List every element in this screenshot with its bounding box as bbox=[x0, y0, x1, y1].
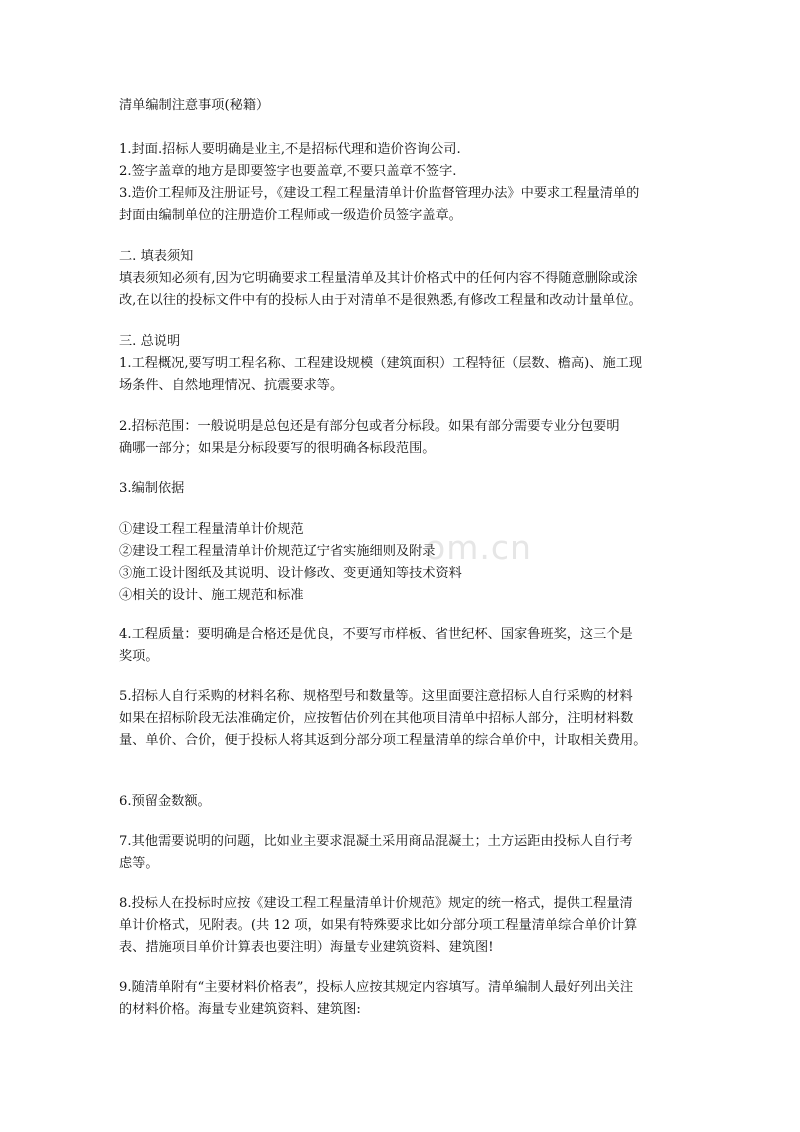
section-heading-fill-notes: 二. 填表须知 bbox=[119, 249, 194, 264]
item-4-quality bbox=[119, 624, 684, 668]
text-line: 虑等。 bbox=[119, 856, 159, 871]
item-8-format bbox=[119, 893, 684, 959]
text-line: 8.投标人在投标时应按《建设工程工程量清单计价规范》规定的统一格式，提供工程量清 bbox=[119, 896, 633, 911]
text-line: 单计价格式，见附表。(共 12 项，如果有特殊要求比如分部分项工程量清单综合单价计算 bbox=[119, 918, 638, 933]
document-title: 清单编制注意事项(秘籍） bbox=[119, 98, 270, 113]
section-cover-notes bbox=[119, 139, 684, 227]
list-item: ③施工设计图纸及其说明、设计修改、变更通知等技术资料 bbox=[119, 566, 462, 581]
text-line: 如果在招标阶段无法准确定价，应按暂估价列在其他项目清单中招标人部分，注明材料数 bbox=[119, 711, 634, 726]
item-1-project-overview bbox=[119, 353, 684, 397]
text-line: 奖项。 bbox=[119, 649, 159, 664]
text-line: 确哪一部分；如果是分标段要写的很明确各标段范围。 bbox=[119, 441, 436, 456]
text-line: 4.工程质量：要明确是合格还是优良，不要写市样板、省世纪杯、国家鲁班奖，这三个是 bbox=[119, 627, 633, 642]
text-line: 9.随清单附有“主要材料价格表”，投标人应按其规定内容填写。清单编制人最好列出关注 bbox=[119, 980, 633, 995]
text-line: 场条件、自然地理情况、抗震要求等。 bbox=[119, 378, 344, 393]
section-heading-general: 三. 总说明 bbox=[119, 334, 181, 349]
item-5-materials bbox=[119, 686, 684, 752]
list-item: ④相关的设计、施工规范和标准 bbox=[119, 588, 304, 603]
text-line: 表、措施项目单价计算表也要注明）海量专业建筑资料、建筑图! bbox=[119, 940, 494, 955]
item-9-price-table bbox=[119, 977, 684, 1021]
text-line: 7.其他需要说明的问题，比如业主要求混凝土采用商品混凝土；土方运距由投标人自行考 bbox=[119, 834, 633, 849]
item-3-heading: 3.编制依据 bbox=[119, 481, 185, 496]
text-line: 1.工程概况,要写明工程名称、工程建设规模（建筑面积）工程特征（层数、檐高)、施工现 bbox=[119, 356, 643, 371]
item-2-bid-scope bbox=[119, 416, 684, 460]
text-line: 2.签字盖章的地方是即要签字也要盖章,不要只盖章不签字. bbox=[119, 164, 457, 179]
text-line: 量、单价、合价，便于投标人将其返到分部分项工程量清单的综合单价中，计取相关费用。 bbox=[119, 733, 647, 748]
item-6-reserve: 6.预留金数额。 bbox=[119, 794, 211, 809]
section-fill-notes bbox=[119, 268, 684, 312]
text-line: 改,在以往的投标文件中有的投标人由于对清单不是很熟悉,有修改工程量和改动计量单位。 bbox=[119, 293, 642, 308]
item-3-list bbox=[119, 519, 684, 607]
watermark: om.cn bbox=[425, 528, 532, 567]
text-line: 2.招标范围：一般说明是总包还是有部分包或者分标段。如果有部分需要专业分包要明 bbox=[119, 419, 620, 434]
text-line: 填表须知必须有,因为它明确要求工程量清单及其计价格式中的任何内容不得随意删除或涂 bbox=[119, 271, 638, 286]
text-line: 5.招标人自行采购的材料名称、规格型号和数量等。这里面要注意招标人自行采购的材料 bbox=[119, 689, 633, 704]
text-line: 1.封面.招标人要明确是业主,不是招标代理和造价咨询公司. bbox=[119, 142, 461, 157]
text-line: 3.造价工程师及注册证号，《建设工程工程量清单计价监督管理办法》中要求工程量清单的 bbox=[119, 186, 640, 201]
item-7-other bbox=[119, 831, 684, 875]
list-item: ②建设工程工程量清单计价规范辽宁省实施细则及附录 bbox=[119, 544, 436, 559]
list-item: ①建设工程工程量清单计价规范 bbox=[119, 522, 304, 537]
text-line: 的材料价格。海量专业建筑资料、建筑图: bbox=[119, 1002, 361, 1017]
text-line: 封面由编制单位的注册造价工程师或一级造价员签字盖章。 bbox=[119, 208, 462, 223]
